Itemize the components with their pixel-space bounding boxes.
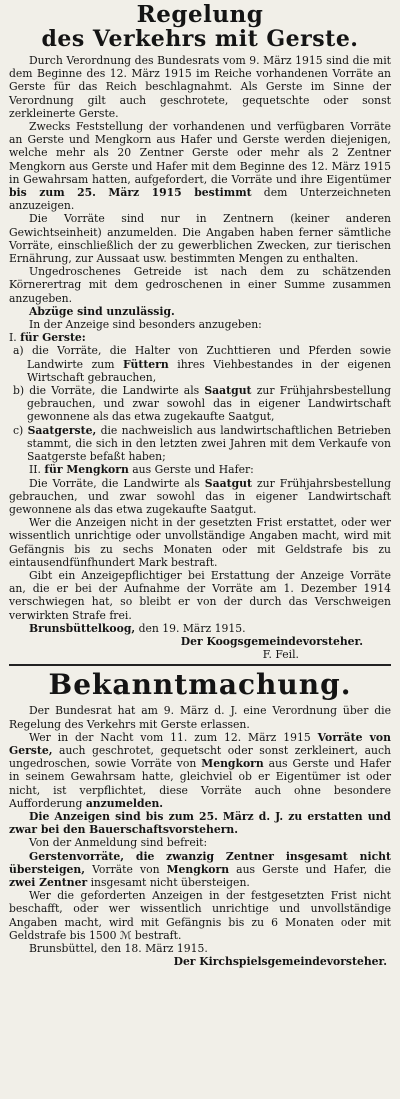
paragraph-special-items: In der Anzeige sind besonders anzugeben: xyxy=(29,318,262,332)
paragraph-decree: Durch Verordnung des Bundesrats vom 9. März 1915 sind die mit dem Beginne des 12. März 1915 im Reiche vorhandenen Vorräte an Gerste für das Reich beschlagnahmt. Als Gerste im Sinne der Verordnung gilt auch geschrotete, gequetschte oder sonst zerkleinerte Gerste. xyxy=(9,54,391,120)
signer-name: F. Feil. xyxy=(262,648,299,662)
paragraph-exempt: Von der Anmeldung sind befreit: xyxy=(29,836,208,850)
section-heading-barley: I. für Gerste: xyxy=(9,331,86,345)
section-heading-mengkorn: II. für Mengkorn aus Gerste und Hafer: xyxy=(29,463,254,477)
paragraph-amnesty: Gibt ein Anzeigepflichtiger bei Erstattung der Anzeige Vorräte an, die er bei der Aufnahme der Vorräte am 1. Dezember 1914 verschwiegen hat, so bleibt er von der durch das Verschweigen verwirkten Strafe frei. xyxy=(9,568,391,622)
paragraph-penalty: Wer die Anzeigen nicht in der gesetzten Frist erstattet, oder wer wissentlich unrichtige oder unvollständige Angaben macht, wird mit Gefängnis bis zu sechs Monaten oder mit Geldstrafe bis zu eintausendfünfhundert Mark bestraft. xyxy=(9,516,391,569)
bekanntmachung-title: Bekanntmachung. xyxy=(48,668,352,702)
section-divider xyxy=(9,664,391,666)
paragraph-deadline: Die Anzeigen sind bis zum 25. März d. J. zu erstatten und zwar bei den Bauerschaftsvorstehern. xyxy=(9,809,391,837)
paragraph-exempt-details: Gerstenvorräte, die zwanzig Zentner insgesamt nicht übersteigen, Vorräte von Mengkorn aus Gerste und Hafer, die zwei Zentner insgesamt nicht übersteigen. xyxy=(9,849,392,889)
signer-title: Der Koogsgemeindevorsteher. xyxy=(180,634,363,648)
list-item-a: a) die Vorräte, die Halter von Zuchttieren und Pferden sowie Landwirte zum Füttern ihres Viehbestandes in der eigenen Wirtschaft gebrauchen, xyxy=(13,344,391,384)
paragraph-units: Die Vorräte sind nur in Zentnern (keiner anderen Gewichtseinheit) anzumelden. Die Angaben haben ferner sämtliche Vorräte, einschließlich der zu gewerblichen Zwecken, zur tierischen Ernährung, zur Aussaat usw. bestimmten Mengen zu enthalten. xyxy=(9,212,391,266)
notice-bekanntmachung xyxy=(9,669,391,968)
paragraph-penalty-2: Wer die geforderten Anzeigen in der festgesetzten Frist nicht beschafft, oder wer wissentlich unrichtige und unvollständige Angaben macht, wird mit Gefängnis bis zu 6 Monaten oder mit Geldstrafe bis 1500 ℳ bestraft. xyxy=(9,889,391,942)
place-date: Brunsbüttelkoog, den 19. März 1915. xyxy=(29,621,246,635)
paragraph-unthreshed: Ungedroschenes Getreide ist nach dem zu schätzenden Körnerertrag mit dem gedroschenen in einer Summe zusammen anzugeben. xyxy=(9,265,391,305)
paragraph-reporting-duty: Zwecks Feststellung der vorhandenen und verfügbaren Vorräte an Gerste und Mengkorn aus Hafer und Gerste werden diejenigen, welche mehr als 20 Zentner Gerste oder mehr als 2 Zentner Mengkorn aus Gerste und Hafer mit dem Beginne des 12. März 1915 in Gewahrsam hatten, aufgefordert, die Vorräte und ihre Eigentümer bis zum 25. März 1915 bestimmt dem Unterzeichneten anzuzeigen. xyxy=(9,120,391,213)
place-date-2: Brunsbüttel, den 18. März 1915. xyxy=(29,942,208,955)
notice-gerste-regulation xyxy=(9,3,391,661)
paragraph-obligation: Wer in der Nacht vom 11. zum 12. März 1915 Vorräte von Gerste, auch geschrotet, gequetscht oder sonst zerkleinert, auch ungedroschen, sowie Vorräte von Mengkorn aus Gerste und Hafer in seinem Gewahrsam hatte, gleichviel ob er Eigentümer ist oder nicht, ist verpflichtet, diese Vorräte auch ohne besondere Aufforderung anzumelden. xyxy=(9,730,392,810)
paragraph-bundesrat: Der Bundesrat hat am 9. März d. J. eine Verordnung über die Regelung des Verkehrs mit Gerste erlassen. xyxy=(9,704,391,731)
signer-title-2: Der Kirchspielsgemeindevorsteher. xyxy=(173,955,387,969)
paragraph-seed: Die Vorräte, die Landwirte als Saatgut zur Frühjahrsbestellung gebrauchen, und zwar sowohl das in eigener Landwirtschaft gewonnene als das etwa zugekaufte Saatgut. xyxy=(9,476,391,516)
notice-title-line2: des Verkehrs mit Gerste. xyxy=(41,26,359,52)
list-item-c: c) Saatgerste, die nachweislich aus landwirtschaftlichen Betrieben stammt, die sich in den letzten zwei Jahren mit dem Verkaufe von Saatgerste befaßt haben; xyxy=(13,423,392,464)
paragraph-no-deductions: Abzüge sind unzulässig. xyxy=(29,304,175,318)
notice-title-line1: Regelung xyxy=(136,1,264,28)
list-item-b: b) die Vorräte, die Landwirte als Saatgut zur Frühjahrsbestellung gebrauchen, und zwar sowohl das in eigener Landwirtschaft gewonnene als das etwa zugekaufte Saatgut, xyxy=(13,384,391,424)
